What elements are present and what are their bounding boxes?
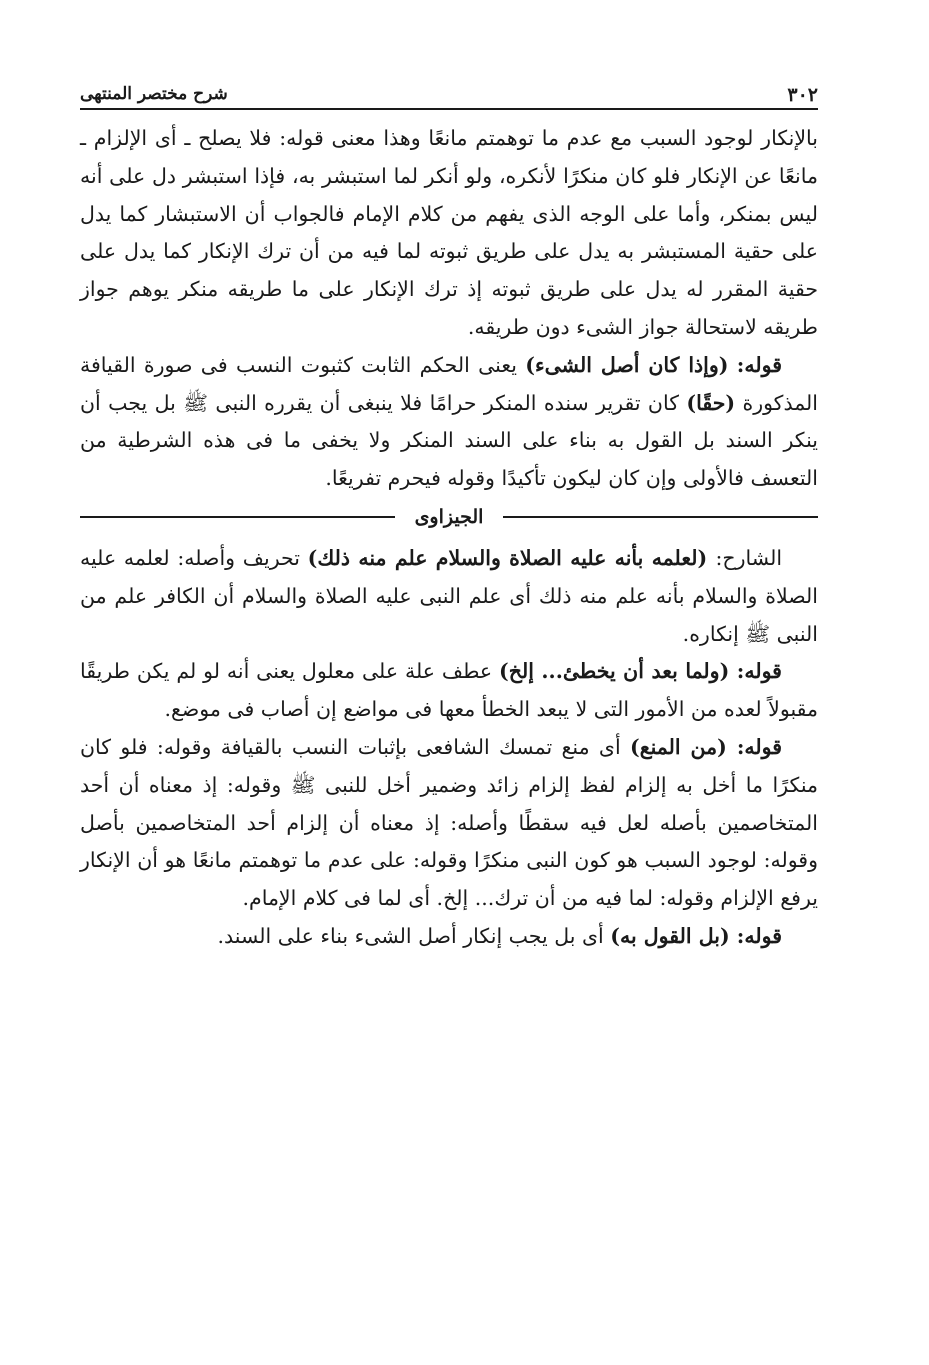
- paragraph-text: أى منع تمسك الشافعى بإثبات النسب بالقيافة وقوله: فلو كان منكرًا ما أخل به إلزام لفظ إلزام زائد وضمير أخل للنبى ﷺ وقوله: إذ معناه أن أحد المتخاصمين بأصله لعل فيه سقطًا وأصله: إذ معناه أن إلزام أحد المتخاصمين بأصل وقوله: لوجود السبب هو كون النبى منكرًا وقوله: على عدم ما توهمتم مانعًا هو أن الإنكار يرفع الإلزام وقوله: لما فيه من أن ترك... إلخ. أى لما فى كلام الإمام.: [80, 734, 818, 911]
- paragraph-text: كان تقرير سنده المنكر حرامًا فلا ينبغى أن يقرره النبى ﷺ بل يجب أن ينكر السند بل القول به بناء على السند المنكر ولا يخفى ما فى هذه الشرطية من التعسف فالأولى وإن كان ليكون تأكيدًا وقوله فيحرم تفريعًا.: [80, 390, 818, 491]
- paragraph: [80, 918, 818, 956]
- paragraph-text: يعنى الحكم الثابت كثبوت النسب فى صورة القيافة المذكورة: [80, 352, 818, 415]
- gloss-section: [80, 540, 818, 956]
- paragraph-label: قوله:: [736, 734, 783, 759]
- quoted-phrase: (وإذا كان أصل الشىء): [525, 352, 729, 377]
- page-header: [80, 82, 818, 110]
- commentary-section: [80, 120, 818, 498]
- book-page: [80, 82, 818, 956]
- section-divider: [80, 500, 818, 534]
- quoted-phrase: (حقًا): [686, 390, 736, 415]
- divider-line: [80, 516, 395, 518]
- quoted-phrase: (لعلمه بأنه عليه الصلاة والسلام علم منه ذلك): [307, 545, 716, 570]
- paragraph-label: قوله:: [736, 923, 782, 948]
- paragraph: [80, 540, 818, 653]
- paragraph-text: تحريف وأصله: لعلمه عليه الصلاة والسلام بأنه علم منه ذلك أى علم النبى عليه الصلاة والسلام أن الكافر علم من النبى ﷺ إنكاره.: [80, 545, 818, 646]
- paragraph: [80, 347, 818, 498]
- paragraph: بالإنكار لوجود السبب مع عدم ما توهمتم مانعًا وهذا معنى قوله: فلا يصلح ـ أى الإلزام ـ مانعًا عن الإنكار فلو كان منكرًا لأنكره، ولو أنكر لما استبشر به، فإذا استبشر دل على أنه ليس بمنكر، وأما على الوجه الذى يفهم من كلام الإمام فالجواب أن الاستبشار كما يدل على حقية المستبشر به يدل على طريق ثبوته لما فيه من أن ترك الإنكار كما يدل على حقية المقرر له يدل على طريق ثبوته إذ ترك الإنكار على ما طريقه منكر يوهم جواز طريقه لاستحالة جواز الشىء دون طريقه.: [80, 126, 818, 339]
- quoted-phrase: (من المنع): [630, 734, 737, 759]
- paragraph-text: عطف علة على معلول يعنى أنه لو لم يكن طريقًا مقبولاً لعده من الأمور التى لا يبعد الخطأ معها فى مواضع إن أصاب فى موضع.: [80, 659, 818, 722]
- paragraph-text: أى بل يجب إنكار أصل الشىء بناء على السند.: [217, 923, 611, 948]
- quoted-phrase: (ولما بعد أن يخطئ... إلخ): [499, 659, 737, 684]
- paragraph-label: قوله:: [736, 659, 782, 684]
- divider-line: [503, 516, 818, 518]
- page-number: ٣٠٢: [787, 84, 818, 106]
- running-title: شرح مختصر المنتهى: [80, 84, 228, 104]
- paragraph: [80, 653, 818, 729]
- paragraph-label: الشارح:: [715, 545, 783, 570]
- paragraph-label: قوله:: [736, 352, 782, 377]
- quoted-phrase: (بل القول به): [610, 923, 737, 948]
- divider-title: الجيزاوى: [414, 505, 484, 528]
- paragraph: [80, 729, 818, 918]
